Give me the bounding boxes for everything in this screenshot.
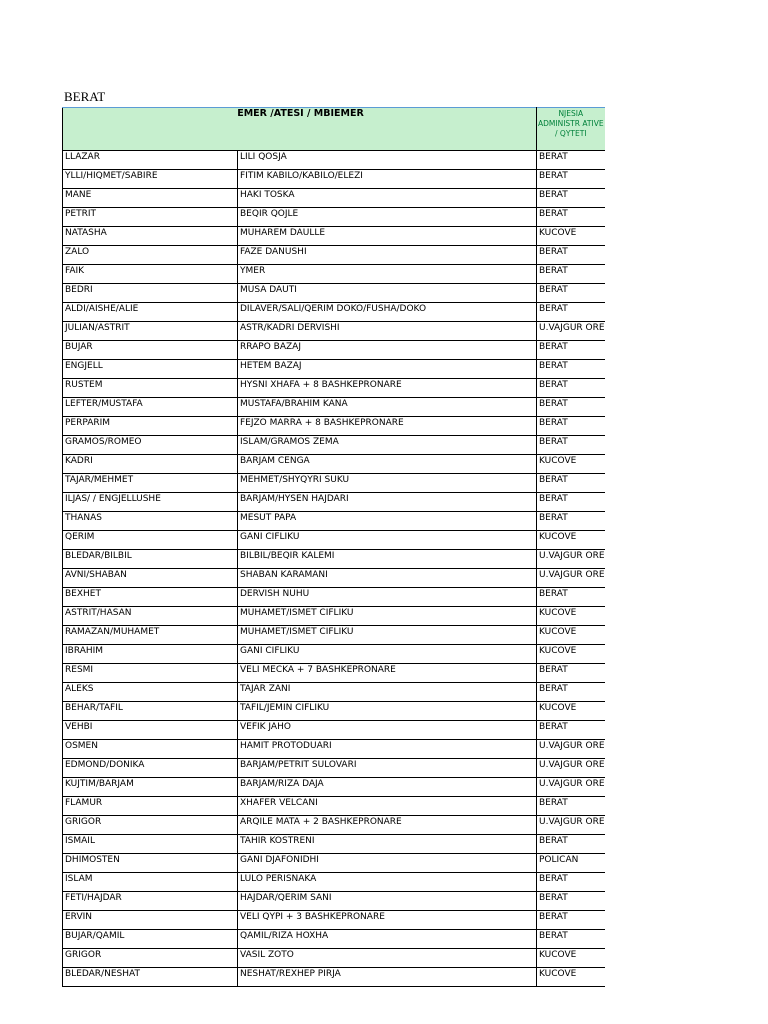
parent-surname-cell: HETEM BAZAJ bbox=[238, 360, 537, 379]
given-name-cell: ALEKS bbox=[63, 683, 238, 702]
table-row bbox=[63, 930, 605, 949]
municipality-cell: BERAT bbox=[537, 436, 605, 455]
municipality-cell: BERAT bbox=[537, 379, 605, 398]
table-row bbox=[63, 493, 605, 512]
header-unit-cell: NJESIA ADMINISTR ATIVE / QYTETI bbox=[537, 108, 605, 151]
municipality-cell: BERAT bbox=[537, 664, 605, 683]
given-name-cell: OSMEN bbox=[63, 740, 238, 759]
given-name-cell: BUJAR bbox=[63, 341, 238, 360]
parent-surname-cell: TAFIL/JEMIN CIFLIKU bbox=[238, 702, 537, 721]
table-row bbox=[63, 911, 605, 930]
given-name-cell: PETRIT bbox=[63, 208, 238, 227]
parent-surname-cell: BARJAM/RIZA DAJA bbox=[238, 778, 537, 797]
given-name-cell: QERIM bbox=[63, 531, 238, 550]
given-name-cell: ENGJELL bbox=[63, 360, 238, 379]
table-row bbox=[63, 683, 605, 702]
table-row bbox=[63, 892, 605, 911]
given-name-cell: AVNI/SHABAN bbox=[63, 569, 238, 588]
table-row bbox=[63, 474, 605, 493]
table-row bbox=[63, 626, 605, 645]
municipality-cell: BERAT bbox=[537, 835, 605, 854]
given-name-cell: VEHBI bbox=[63, 721, 238, 740]
table-row bbox=[63, 740, 605, 759]
municipality-cell: KUCOVE bbox=[537, 949, 605, 968]
parent-surname-cell: VELI MECKA + 7 BASHKEPRONARE bbox=[238, 664, 537, 683]
municipality-cell: BERAT bbox=[537, 930, 605, 949]
table-row bbox=[63, 341, 605, 360]
table-row bbox=[63, 360, 605, 379]
parent-surname-cell: HAJDAR/QERIM SANI bbox=[238, 892, 537, 911]
parent-surname-cell: FEJZO MARRA + 8 BASHKEPRONARE bbox=[238, 417, 537, 436]
given-name-cell: KUJTIM/BARJAM bbox=[63, 778, 238, 797]
given-name-cell: RUSTEM bbox=[63, 379, 238, 398]
given-name-cell: ALDI/AISHE/ALIE bbox=[63, 303, 238, 322]
municipality-cell: BERAT bbox=[537, 360, 605, 379]
municipality-cell: BERAT bbox=[537, 721, 605, 740]
parent-surname-cell: RRAPO BAZAJ bbox=[238, 341, 537, 360]
municipality-cell: KUCOVE bbox=[537, 455, 605, 474]
table-row bbox=[63, 436, 605, 455]
parent-surname-cell: XHAFER VELCANI bbox=[238, 797, 537, 816]
parent-surname-cell: VEFIK JAHO bbox=[238, 721, 537, 740]
municipality-cell: BERAT bbox=[537, 284, 605, 303]
parent-surname-cell: DERVISH NUHU bbox=[238, 588, 537, 607]
municipality-cell: KUCOVE bbox=[537, 702, 605, 721]
parent-surname-cell: MUSTAFA/BRAHIM KANA bbox=[238, 398, 537, 417]
table-row bbox=[63, 284, 605, 303]
table-header-row bbox=[63, 108, 605, 151]
given-name-cell: YLLI/HIQMET/SABIRE bbox=[63, 170, 238, 189]
table-row bbox=[63, 265, 605, 284]
parent-surname-cell: HYSNI XHAFA + 8 BASHKEPRONARE bbox=[238, 379, 537, 398]
municipality-cell: KUCOVE bbox=[537, 607, 605, 626]
table-row bbox=[63, 968, 605, 987]
table-row bbox=[63, 550, 605, 569]
parent-surname-cell: BILBIL/BEQIR KALEMI bbox=[238, 550, 537, 569]
municipality-cell: BERAT bbox=[537, 303, 605, 322]
table-row bbox=[63, 702, 605, 721]
given-name-cell: BEDRI bbox=[63, 284, 238, 303]
given-name-cell: ISLAM bbox=[63, 873, 238, 892]
municipality-cell: POLICAN bbox=[537, 854, 605, 873]
municipality-cell: BERAT bbox=[537, 797, 605, 816]
given-name-cell: ISMAIL bbox=[63, 835, 238, 854]
given-name-cell: LEFTER/MUSTAFA bbox=[63, 398, 238, 417]
given-name-cell: BEXHET bbox=[63, 588, 238, 607]
table-row bbox=[63, 854, 605, 873]
municipality-cell: BERAT bbox=[537, 911, 605, 930]
parent-surname-cell: VELI QYPI + 3 BASHKEPRONARE bbox=[238, 911, 537, 930]
given-name-cell: JULIAN/ASTRIT bbox=[63, 322, 238, 341]
table-row bbox=[63, 759, 605, 778]
parent-surname-cell: MESUT PAPA bbox=[238, 512, 537, 531]
given-name-cell: PERPARIM bbox=[63, 417, 238, 436]
parent-surname-cell: GANI CIFLIKU bbox=[238, 645, 537, 664]
municipality-cell: U.VAJGUR ORE bbox=[537, 322, 605, 341]
parent-surname-cell: ISLAM/GRAMOS ZEMA bbox=[238, 436, 537, 455]
parent-surname-cell: SHABAN KARAMANI bbox=[238, 569, 537, 588]
parent-surname-cell: GANI DJAFONIDHI bbox=[238, 854, 537, 873]
municipality-cell: BERAT bbox=[537, 246, 605, 265]
municipality-cell: U.VAJGUR ORE bbox=[537, 778, 605, 797]
parent-surname-cell: MUHAMET/ISMET CIFLIKU bbox=[238, 626, 537, 645]
given-name-cell: FETI/HAJDAR bbox=[63, 892, 238, 911]
municipality-cell: U.VAJGUR ORE bbox=[537, 740, 605, 759]
table-row bbox=[63, 227, 605, 246]
records-table bbox=[62, 107, 605, 987]
municipality-cell: BERAT bbox=[537, 151, 605, 170]
given-name-cell: NATASHA bbox=[63, 227, 238, 246]
municipality-cell: BERAT bbox=[537, 170, 605, 189]
given-name-cell: FLAMUR bbox=[63, 797, 238, 816]
table-row bbox=[63, 721, 605, 740]
parent-surname-cell: MUSA DAUTI bbox=[238, 284, 537, 303]
given-name-cell: GRIGOR bbox=[63, 949, 238, 968]
parent-surname-cell: MUHAMET/ISMET CIFLIKU bbox=[238, 607, 537, 626]
given-name-cell: MANE bbox=[63, 189, 238, 208]
table-row bbox=[63, 607, 605, 626]
given-name-cell: BLEDAR/NESHAT bbox=[63, 968, 238, 987]
parent-surname-cell: VASIL ZOTO bbox=[238, 949, 537, 968]
given-name-cell: BLEDAR/BILBIL bbox=[63, 550, 238, 569]
parent-surname-cell: QAMIL/RIZA HOXHA bbox=[238, 930, 537, 949]
municipality-cell: BERAT bbox=[537, 892, 605, 911]
table-row bbox=[63, 664, 605, 683]
table-row bbox=[63, 797, 605, 816]
municipality-cell: BERAT bbox=[537, 341, 605, 360]
table-row bbox=[63, 455, 605, 474]
given-name-cell: DHIMOSTEN bbox=[63, 854, 238, 873]
parent-surname-cell: FAZE DANUSHI bbox=[238, 246, 537, 265]
parent-surname-cell: MEHMET/SHYQYRI SUKU bbox=[238, 474, 537, 493]
municipality-cell: U.VAJGUR ORE bbox=[537, 569, 605, 588]
municipality-cell: BERAT bbox=[537, 265, 605, 284]
table-row bbox=[63, 189, 605, 208]
parent-surname-cell: YMER bbox=[238, 265, 537, 284]
table-row bbox=[63, 170, 605, 189]
municipality-cell: BERAT bbox=[537, 398, 605, 417]
table-row bbox=[63, 417, 605, 436]
given-name-cell: THANAS bbox=[63, 512, 238, 531]
municipality-cell: KUCOVE bbox=[537, 227, 605, 246]
parent-surname-cell: HAMIT PROTODUARI bbox=[238, 740, 537, 759]
sheet-title: BERAT bbox=[64, 89, 106, 104]
parent-surname-cell: GANI CIFLIKU bbox=[238, 531, 537, 550]
municipality-cell: BERAT bbox=[537, 208, 605, 227]
municipality-cell: KUCOVE bbox=[537, 531, 605, 550]
parent-surname-cell: NESHAT/REXHEP PIRJA bbox=[238, 968, 537, 987]
table-row bbox=[63, 645, 605, 664]
municipality-cell: KUCOVE bbox=[537, 645, 605, 664]
municipality-cell: BERAT bbox=[537, 474, 605, 493]
table-row bbox=[63, 246, 605, 265]
table-row bbox=[63, 398, 605, 417]
table-row bbox=[63, 379, 605, 398]
municipality-cell: U.VAJGUR ORE bbox=[537, 759, 605, 778]
parent-surname-cell: DILAVER/SALI/QERIM DOKO/FUSHA/DOKO bbox=[238, 303, 537, 322]
municipality-cell: BERAT bbox=[537, 189, 605, 208]
municipality-cell: KUCOVE bbox=[537, 626, 605, 645]
given-name-cell: BUJAR/QAMIL bbox=[63, 930, 238, 949]
table-row bbox=[63, 151, 605, 170]
given-name-cell: RESMI bbox=[63, 664, 238, 683]
municipality-cell: BERAT bbox=[537, 683, 605, 702]
table-row bbox=[63, 303, 605, 322]
parent-surname-cell: MUHAREM DAULLE bbox=[238, 227, 537, 246]
parent-surname-cell: TAJAR ZANI bbox=[238, 683, 537, 702]
given-name-cell: BEHAR/TAFIL bbox=[63, 702, 238, 721]
given-name-cell: RAMAZAN/MUHAMET bbox=[63, 626, 238, 645]
municipality-cell: KUCOVE bbox=[537, 968, 605, 987]
parent-surname-cell: BARJAM/PETRIT SULOVARI bbox=[238, 759, 537, 778]
given-name-cell: EDMOND/DONIKA bbox=[63, 759, 238, 778]
table-row bbox=[63, 208, 605, 227]
parent-surname-cell: BEQIR QOJLE bbox=[238, 208, 537, 227]
table-row bbox=[63, 569, 605, 588]
table-row bbox=[63, 588, 605, 607]
table-row bbox=[63, 949, 605, 968]
parent-surname-cell: BARJAM CENGA bbox=[238, 455, 537, 474]
given-name-cell: KADRI bbox=[63, 455, 238, 474]
table-row bbox=[63, 778, 605, 797]
given-name-cell: ERVIN bbox=[63, 911, 238, 930]
given-name-cell: ASTRIT/HASAN bbox=[63, 607, 238, 626]
parent-surname-cell: TAHIR KOSTRENI bbox=[238, 835, 537, 854]
given-name-cell: TAJAR/MEHMET bbox=[63, 474, 238, 493]
given-name-cell: IBRAHIM bbox=[63, 645, 238, 664]
given-name-cell: FAIK bbox=[63, 265, 238, 284]
municipality-cell: BERAT bbox=[537, 588, 605, 607]
table-row bbox=[63, 835, 605, 854]
parent-surname-cell: FITIM KABILO/KABILO/ELEZI bbox=[238, 170, 537, 189]
table-row bbox=[63, 531, 605, 550]
parent-surname-cell: BARJAM/HYSEN HAJDARI bbox=[238, 493, 537, 512]
parent-surname-cell: ARQILE MATA + 2 BASHKEPRONARE bbox=[238, 816, 537, 835]
parent-surname-cell: ASTR/KADRI DERVISHI bbox=[238, 322, 537, 341]
municipality-cell: BERAT bbox=[537, 512, 605, 531]
table-row bbox=[63, 322, 605, 341]
municipality-cell: BERAT bbox=[537, 417, 605, 436]
municipality-cell: U.VAJGUR ORE bbox=[537, 816, 605, 835]
municipality-cell: BERAT bbox=[537, 873, 605, 892]
municipality-cell: BERAT bbox=[537, 493, 605, 512]
header-name-cell: EMER /ATESI / MBIEMER bbox=[63, 108, 537, 151]
given-name-cell: ILJAS/ / ENGJELLUSHE bbox=[63, 493, 238, 512]
parent-surname-cell: LILI QOSJA bbox=[238, 151, 537, 170]
table-row bbox=[63, 512, 605, 531]
given-name-cell: LLAZAR bbox=[63, 151, 238, 170]
parent-surname-cell: HAKI TOSKA bbox=[238, 189, 537, 208]
given-name-cell: GRAMOS/ROMEO bbox=[63, 436, 238, 455]
table-row bbox=[63, 873, 605, 892]
table-row bbox=[63, 816, 605, 835]
given-name-cell: GRIGOR bbox=[63, 816, 238, 835]
parent-surname-cell: LULO PERISNAKA bbox=[238, 873, 537, 892]
municipality-cell: U.VAJGUR ORE bbox=[537, 550, 605, 569]
given-name-cell: ZALO bbox=[63, 246, 238, 265]
